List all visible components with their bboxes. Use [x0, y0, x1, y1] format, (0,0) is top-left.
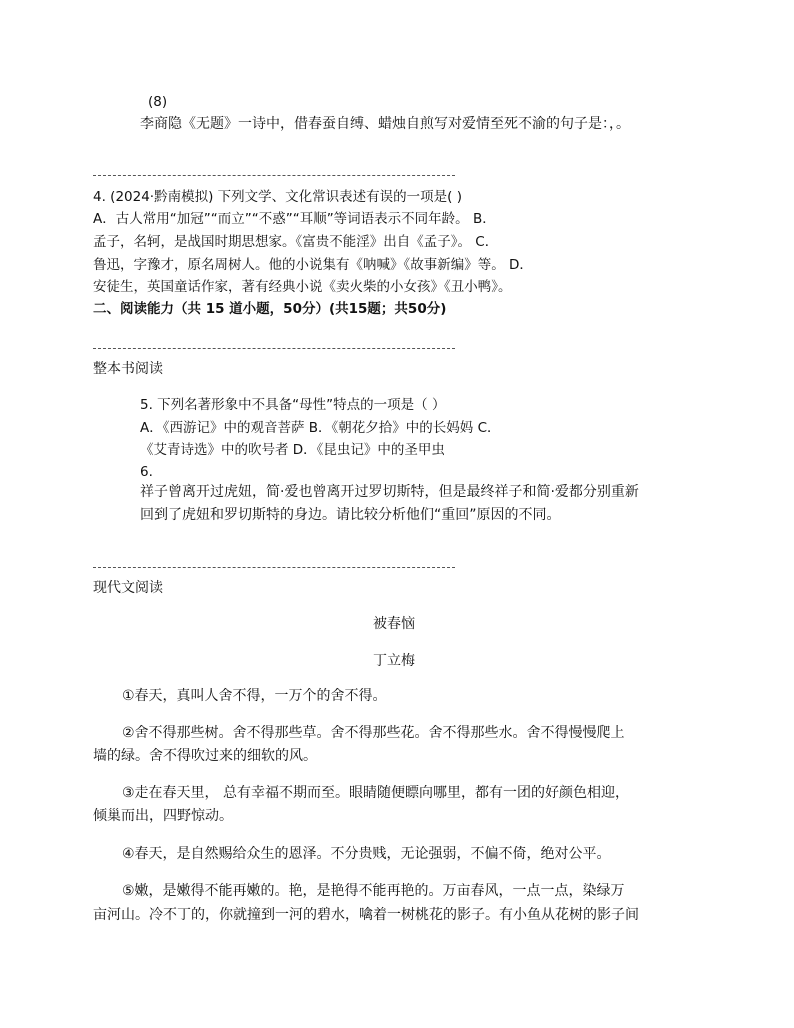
- q6-line-1: 祥子曾离开过虎妞，简·爱也曾离开过罗切斯特，但是最终祥子和简·爱都分别重新: [140, 484, 639, 500]
- paragraph-1: ①春天，真叫人舍不得，一万个的舍不得。: [122, 688, 387, 704]
- section-2-title: 二、阅读能力（共 15 道小题，50分）(共15题；共50分): [93, 301, 447, 317]
- q6-number: 6.: [140, 464, 153, 480]
- paragraph-2-line-2: 墙的绿。舍不得吹过来的细软的风。: [93, 748, 317, 764]
- q4-line-1: A．古人常用“加冠”“而立”“不惑”“耳顺”等词语表示不同年龄。 B．: [93, 211, 496, 227]
- paragraph-5-line-2: 亩河山。冷不丁的，你就撞到一河的碧水，噙着一树桃花的影子。有小鱼从花树的影子间: [93, 907, 639, 923]
- q3-label: (8): [148, 94, 168, 110]
- q4-line-4: 安徒生，英国童话作家，著有经典小说《卖火柴的小女孩》《丑小鸭》。: [93, 279, 512, 295]
- q5-line-2: 《艾青诗选》中的吹号者 D．《昆虫记》中的圣甲虫: [140, 442, 445, 458]
- article-title: 被春恼: [373, 616, 415, 632]
- paragraph-2-line-1: ②舍不得那些树。舍不得那些草。舍不得那些花。舍不得那些水。舍不得慢慢爬上: [122, 725, 625, 741]
- separator-2: [93, 348, 455, 349]
- q4-stem: 4. (2024·黔南模拟) 下列文学、文化常识表述有误的一项是( ): [93, 189, 462, 205]
- separator-3: [93, 567, 455, 568]
- q3-text: 李商隐《无题》一诗中，借春蚕自缚、蜡烛自煎写对爱情至死不渝的句子是：，。: [140, 116, 630, 132]
- q4-line-2: 孟子，名轲，是战国时期思想家。《富贵不能淫》出自《孟子》。 C．: [93, 234, 499, 250]
- paragraph-4: ④春天，是自然赐给众生的恩泽。不分贵贱，无论强弱，不偏不倚，绝对公平。: [122, 846, 611, 862]
- modern-reading-title: 现代文阅读: [93, 580, 163, 596]
- paragraph-5-line-1: ⑤嫩，是嫩得不能再嫩的。艳，是艳得不能再艳的。万亩春风，一点一点，染绿万: [122, 883, 625, 899]
- paragraph-3-line-1: ③走在春天里， 总有幸福不期而至。眼睛随便瞟向哪里，都有一团的好颜色相迎，: [122, 785, 629, 801]
- q5-line-1: A．《西游记》中的观音菩萨 B．《朝花夕拾》中的长妈妈 C．: [140, 420, 501, 436]
- paragraph-3-line-2: 倾巢而出，四野惊动。: [93, 808, 233, 824]
- whole-book-title: 整本书阅读: [93, 361, 163, 377]
- q5-stem: 5. 下列名著形象中不具备“母性”特点的一项是（ ）: [140, 397, 446, 413]
- q6-line-2: 回到了虎妞和罗切斯特的身边。请比较分析他们“重回”原因的不同。: [140, 507, 561, 523]
- article-author: 丁立梅: [373, 653, 415, 669]
- separator-1: [93, 175, 455, 176]
- q4-line-3: 鲁迅，字豫才，原名周树人。他的小说集有《呐喊》《故事新编》等。 D．: [93, 257, 533, 273]
